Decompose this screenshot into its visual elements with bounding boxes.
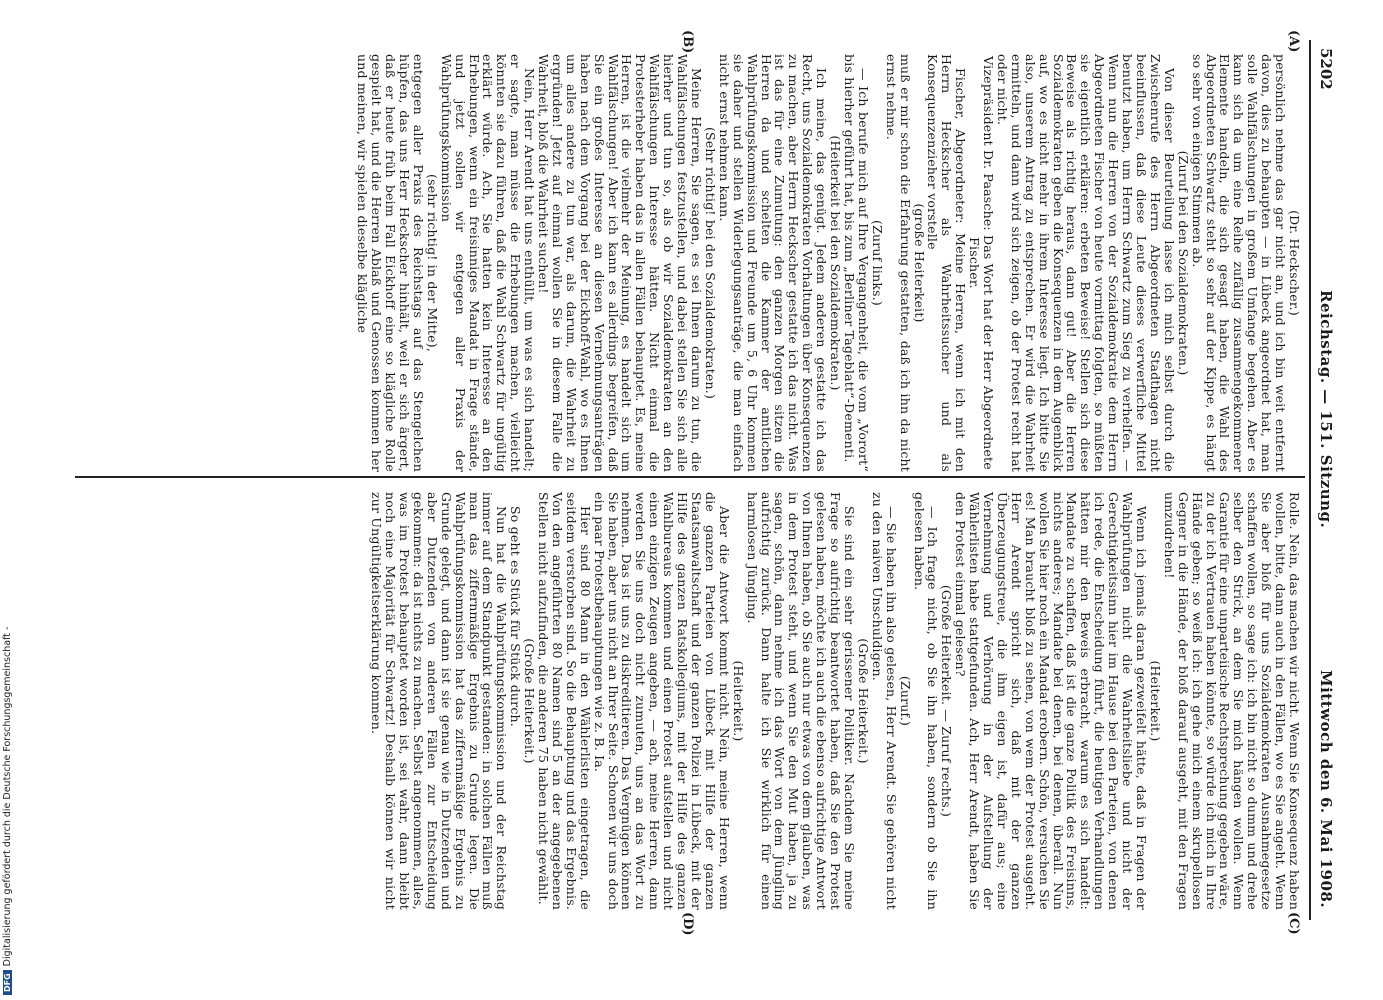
right-column-paragraph: Wenn ich jemals daran gezweifelt hätte, daß in Fragen der Wahlprüfungen nicht die Wahrheitsliebe und nicht der Gerechtigkeitssinn hier im Hause bei den Parteien, von denen ich rede, die Entscheidung führt, die heutigen Verhandlungen hätten mir den Beweis erbracht, warum es sich handelt: Mandate zu schaffen, daß ist die ganze Politik des Freisinns, nichts anderes; Mandate bei denen, bei denen, überall. Nun wollen Sie hier noch ein Mandat erobern. Schön, versuchen Sie es! Man braucht bloß zu sehen, von wem der Protest ausgeht. Herr Arendt spricht sich, daß mit der ganzen Überzeugungstreue, die ihm eigen ist, dafür aus; eine Vernehmung und Verhörung in der Aufstellung der Wählerlisten habe stattgefunden. Ach, Herr Arendt, haben Sie den Protest einmal gelesen? (953, 492, 1150, 910)
margin-marker-d: (D) (680, 912, 695, 936)
right-column-paragraph: Rolle. Nein, das machen wir nicht. Wenn Sie Konsequenz haben wollen, bitte, dann auch in den Fällen, wo es Sie angeht. Wenn Sie aber bloß für uns Sozialdemokraten Ausnahmegesetze schaffen wollen, so sage ich: ich bin nicht so dumm und drehe selber den Strick, an dem Sie mich hängen wollen. Wenn Garantie für eine unparteiische Rechtsprechung gegeben wäre, zu der ich Vertrauen haben könnte, so würde ich mich in Ihre Hände geben; so weiß ich: ich gehe mich einem skrupellosen Gegner in die Hände, der bloß darauf ausgeht, mit den Fragen umzudrehen! (1161, 492, 1302, 910)
page-title: Reichstag. — 151. Sitzung. (1317, 290, 1335, 529)
left-column-paragraph: Nein, Herr Arendt hat uns enthüllt, um was es sich handelt; er sagte, man müsse die Erhebungen machen, vielleicht könnten sie dazu führen, daß die Wahl Schwartz für ungültig erklärt würde. Ach, Sie hatten kein Interesse an den Erhebungen, wenn ein freisinniges Mandat in Frage stände, und jetzt sollen wir entgegen aller Praxis der Wahlprüfungskommission (438, 54, 538, 472)
left-column-paragraph: Von dieser Beurteilung lasse ich mich selbst durch die Zwischenrufe des Herrn Abgeordneten Stadthagen nicht beeinflussen, daß diese Leute dieses verwerfliche Mittel benutzt haben, um Herrn Schwartz zum Sieg zu verhelfen. — Wenn nun die Herren von der Sozialdemokratie dem Herrn Abgeordneten Fischer von heute vormittag folgten, so müßten sie eigentlich erklären: erbeten Beweise! Stellen sich diese Beweise als richtig heraus, dann gut! Aber die Herren Sozialdemokraten geben die Konsequenzen in dem Augenblick auf, wo es nicht mehr in ihrem Interesse liegt. Ich bitte Sie also, unserem Antrag zu entsprechen. Er wird die Wahrheit ermitteln, und dann wird sich zeigen, ob der Protest recht hat oder nicht. (994, 54, 1177, 472)
left-column (355, 54, 1301, 472)
right-column-paragraph: — Ich frage nicht, ob Sie ihn haben, sondern ob Sie ihn gelesen haben. (911, 492, 941, 910)
left-column-paragraph: Ich meine, das genügt. Jedem anderen gestatte ich das Recht, uns Sozialdemokraten Vorhaltungen über Konsequenzen zu machen, aber Herrn Heckscher gestatte ich das nicht. Was ist das für eine Zumutung: den ganzen Morgen sitzen die Herren da und schelten die Kammer der amtlichen Wahlprüfungskommission und Freunde um 5, 6 Uhr kommen sie daher und stellen Widerlegungsanträge, die man einfach nicht ernst nehmen kann. (716, 54, 830, 472)
column-divider (75, 476, 1305, 478)
right-column-paragraph: So geht es Stück für Stück durch. (508, 506, 524, 727)
right-column-paragraph: Aber die Antwort kommt nicht. Nein, meine Herren, wenn die ganzen Parteien von Lübeck mit Hilfe der ganzen Staatsanwaltschaft und der ganzen Polizei in Lübeck, mit der Hilfe des ganzen Ratskollegiums, mit der Hilfe des ganzen Wahlbureaus kommen und einen Protest aufstellen und nicht einen einzigen Zeugen angeben, — ach, meine Herren, dann werden Sie uns doch nicht zumuten, uns an das Wort zu nehmen. Das ist uns zu diskreditieren. Das Vergnügen können Sie haben, aber uns nicht an Ihrer Seite. Schonen wir uns doch ein paar Protestbehauptungen wie z. B. Ia. (591, 492, 732, 910)
left-column-paragraph: (Dr. Heckscher.) (1287, 210, 1302, 316)
left-column-paragraph: (sehr richtig! in der Mitte), (424, 174, 440, 352)
left-column-paragraph: (große Heiterkeit) (911, 203, 927, 323)
left-column-paragraph: (Zuruf bei den Sozialdemokraten.) (1175, 150, 1191, 376)
right-column-paragraph: (Heiterkeit.) (1147, 660, 1163, 742)
dfg-logo: DFG (3, 970, 12, 995)
left-column-paragraph: Meine Herren, Sie sagen, es sei Ihnen darum zu tun, die Wahlfälschungen festzustellen, und dabei stellen Sie sich alle hierher und tun so, als ob wir Sozialdemokraten an den Wahlfälschungen Interesse hätten. Nicht einmal die Protesterheber haben das in allen Fällen behauptet. Es, meine Herren, ist die vielmehr der Meinung, es handelt sich um Wahlfälschungen! Aber ich kann es allerdings begreifen, daß Sie ein großes Interesse an diesen Vernehmungsanträgen haben nach dem Vorgang bei der Eickhoff-Wahl, wo es Ihnen um alles andere zu tun war, als darum, die Wahrheit zu ergründen! Jetzt auf einmal wollen Sie in diesem Falle die Wahrheit, bloß die Wahrheit suchen! (536, 54, 705, 472)
left-column-paragraph: Vizepräsident Dr. Paasche: Das Wort hat der Herr Abgeordnete Fischer. (967, 56, 997, 470)
right-column-paragraph: — Sie haben ihn also gelesen, Herr Arendt. Sie gehören nicht zu den naiven Unschuldigen. (869, 492, 899, 910)
right-column-paragraph: Sie sind ein sehr gerissener Politiker. Nachdem Sie meine Frage so aufrichtig beantwortet haben, daß Sie den Protest gelesen haben, möchte ich auch die ebenso aufrichtige Antwort von Ihnen haben, ob Sie auch nur etwas von dem glauben, was in dem Protest steht, und wenn Sie den Mut haben, ja zu sagen, schön, dann nehme ich das Wort von dem Jüngling aufrichtig zurück. Dann halte ich Sie wirklich für einen harmlosen Jüngling. (744, 492, 857, 910)
page-number: 5202 (1317, 48, 1335, 90)
margin-marker-b: (B) (680, 30, 695, 54)
margin-marker-a: (A) (1286, 30, 1301, 53)
left-column-paragraph: Fischer, Abgeordneter: Meine Herren, wenn ich mit den Herrn Heckscher als Wahrheitssucher und als Konsequenzenzieher vorstelle (925, 54, 969, 472)
right-column-paragraph: (Heiterkeit.) (730, 660, 746, 742)
digitization-credit (2, 5, 16, 995)
margin-marker-c: (C) (1286, 912, 1301, 935)
page-date: Mittwoch den 6. Mai 1908. (1317, 670, 1335, 909)
right-column-paragraph: (Große Heiterkeit.) (855, 638, 871, 764)
right-column-paragraph: (Große Heiterkeit. — Zuruf rechts.) (939, 584, 955, 818)
left-column-paragraph: persönlich nehme das gar nicht an, und ich bin weit entfernt davon, dies zu behaupten — in Lübeck angeordnet hat, man solle Wahlfälschungen in großem Umfange begehen. Aber es kann sich da um eine Reihe zufällig zusammengekommener Elemente handeln, die sich gesagt haben, die Wahl des Abgeordneten Schwartz steht so sehr auf der Kippe, es hängt so sehr von einigen Stimmen ab. (1189, 54, 1289, 472)
left-column-paragraph: — Ich berufe mich auf Ihre Vergangenheit, die vom „Vorort“ bis hierher geführt hat, bis zum „Berliner Tageblatt“-Dementi. (842, 54, 871, 472)
page-header (1311, 40, 1335, 920)
left-column-paragraph: muß er mir schon die Erfahrung gestatten, daß ich ihn da nicht ernst nehme. (883, 54, 913, 472)
right-column-paragraph: Hier sind 80 Mann in den Wählerlisten eingetragen, die seitdem verstorben sind. So die Behauptung und das Ergebnis. Von den angeführten 80 Namen sind 5 an der angegebenen Stellen nicht aufzufinden, die anderen 75 haben nicht gewählt. (536, 492, 593, 910)
right-column-paragraph: (Zuruf.) (897, 675, 913, 727)
header-rule (1309, 40, 1311, 920)
left-column-paragraph: (Heiterkeit bei den Sozialdemokraten.) (828, 135, 844, 391)
right-column-paragraph: Nun hat die Wahlprüfungskommission und der Reichstag immer auf dem Standpunkt gestanden: in solchen Fällen muß man das ziffernmäßige Ergebnis zu Grunde legen. Die Wahlprüfungskommission hat das ziffernmäßige Ergebnis zu Grunde gelegt, und dann ist sie genau wie in Dutzenden und aber Dutzenden von anderen Fällen zur Entscheidung gekommen: da ist nichts zu machen. Selbst angenommen, alles, was im Protest behauptet worden ist, sei wahr, dann bleibt noch eine Majorität für Schwartz! Deshalb können wir nicht zur Ungültigkeitserklärung kommen. (369, 492, 510, 910)
right-column (369, 492, 1301, 910)
digitization-credit-text: Digitalisierung gefördert durch die Deutsche Forschungsgemeinschaft - (2, 626, 13, 967)
left-column-paragraph: entgegen aller Praxis des Reichstags auf das Stengelchen hüpfen, das uns Herr Heckscher hinhält, weil er sich ärgert, daß er heute früh beim Fall Eickhoff eine so klägliche Rolle gespielt hat, und die Herren Ablaß und Genossen kommen her und meinen, wir spielen dieselbe klägliche (355, 54, 426, 472)
document-page (65, 30, 1335, 936)
left-column-paragraph: (Sehr richtig! bei den Sozialdemokraten.) (702, 126, 718, 400)
right-column-paragraph: (Große Heiterkeit.) (522, 638, 538, 764)
left-column-paragraph: (Zuruf links.) (869, 220, 885, 306)
